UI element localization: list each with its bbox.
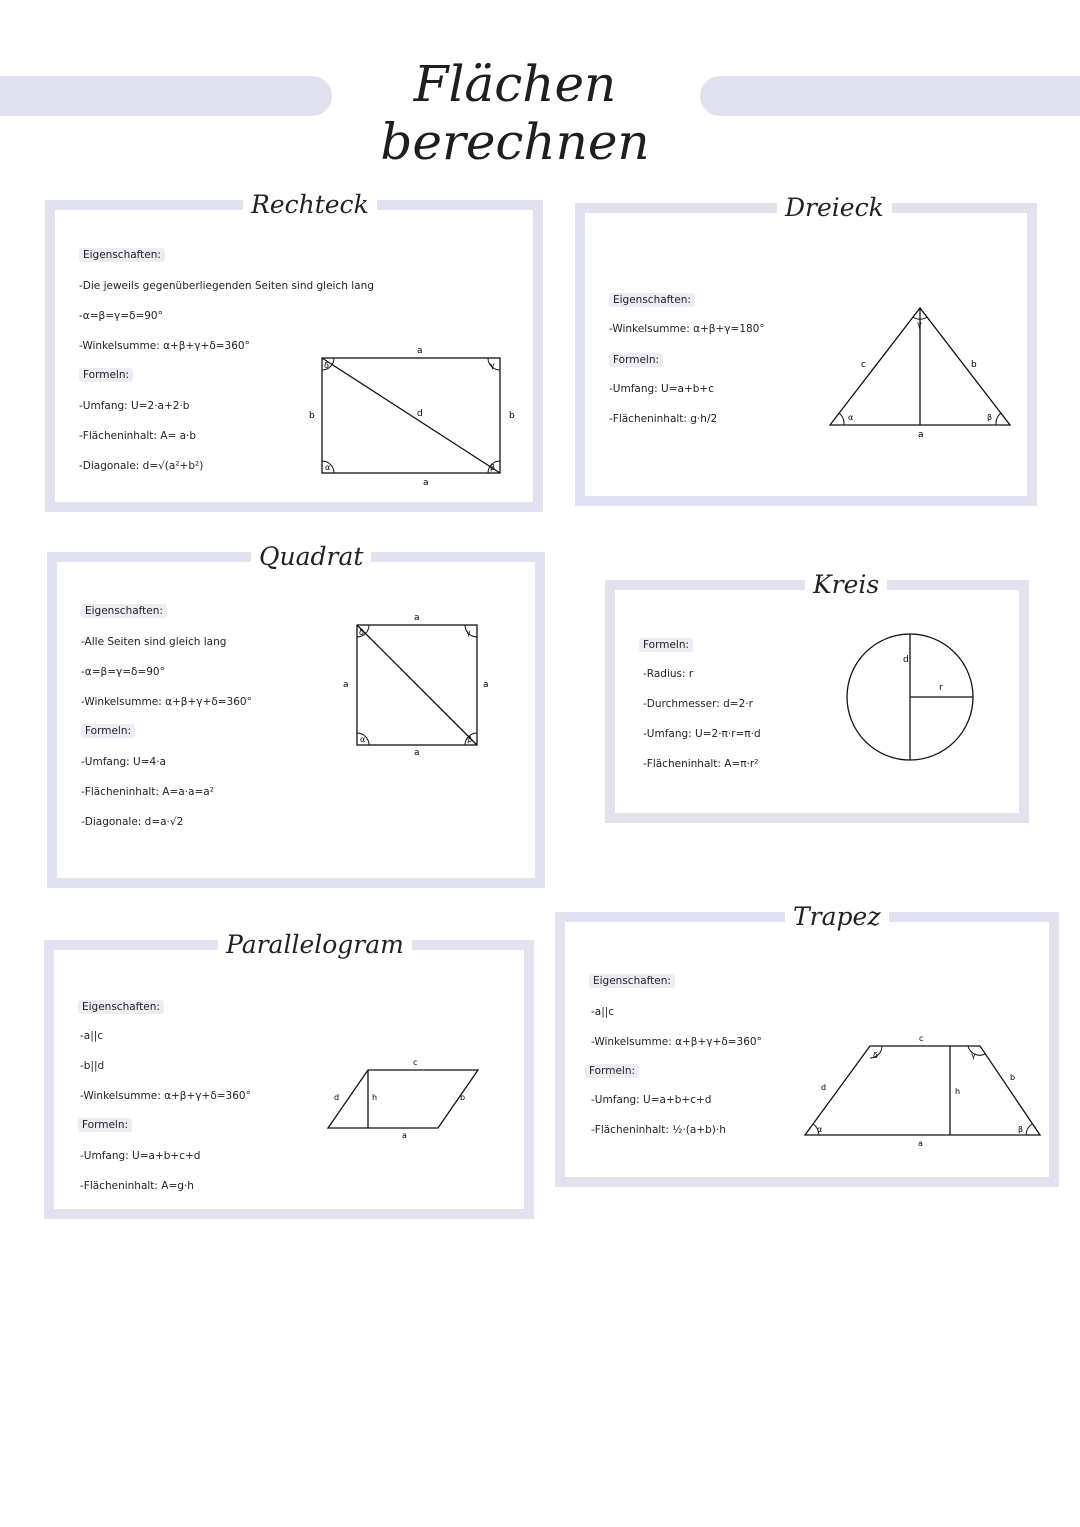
formula-line: -Umfang: U=2·a+2·b [79, 400, 190, 412]
label-h: h [955, 1087, 961, 1096]
label-a: a [918, 430, 924, 440]
card-trapez [555, 902, 1059, 1187]
label-delta: δ [873, 1051, 878, 1060]
triangle-diagram [815, 293, 1015, 443]
label-a-top: a [417, 346, 423, 356]
formula-line: -Flächeninhalt: A=g·h [80, 1180, 194, 1192]
label-a: a [918, 1139, 923, 1148]
label-h: h [372, 1093, 378, 1102]
property-line: -Winkelsumme: α+β+γ=180° [609, 323, 765, 335]
label-gamma: γ [490, 361, 495, 370]
card-quadrat [47, 542, 545, 888]
property-line: -α=β=γ=δ=90° [81, 666, 165, 678]
label-d: d [417, 409, 423, 419]
card-title-parallelogram: Parallelogram [218, 930, 412, 959]
label-a-right: a [483, 680, 489, 690]
formeln-label: Formeln: [639, 638, 693, 652]
label-gamma: γ [917, 320, 922, 329]
formula-line: -Umfang: U=2·π·r=π·d [643, 728, 761, 740]
card-kreis [605, 570, 1029, 823]
property-line: -Die jeweils gegenüberliegenden Seiten sind gleich lang [79, 280, 374, 292]
label-delta: δ [359, 628, 364, 637]
label-c: c [413, 1058, 418, 1067]
formula-line: -Radius: r [643, 668, 694, 680]
eigenschaften-label: Eigenschaften: [81, 604, 167, 618]
formeln-label: Formeln: [81, 724, 135, 738]
formula-line: -Durchmesser: d=2·r [643, 698, 753, 710]
label-b-right: b [509, 411, 515, 421]
card-title-rechteck: Rechteck [243, 190, 377, 219]
label-c: c [919, 1034, 924, 1043]
property-line: -a||c [80, 1030, 104, 1042]
formula-line: -Umfang: U=a+b+c+d [591, 1094, 712, 1106]
formula-line: -Flächeninhalt: A= a·b [79, 430, 197, 442]
formeln-label: Formeln: [585, 1064, 639, 1078]
label-a-bottom: a [414, 748, 420, 757]
label-b: b [1010, 1073, 1016, 1082]
label-a-top: a [414, 613, 420, 623]
formula-line: -Flächeninhalt: g·h/2 [609, 413, 718, 425]
square-diagram [337, 607, 497, 757]
property-line: -Winkelsumme: α+β+γ+δ=360° [80, 1090, 251, 1102]
eigenschaften-label: Eigenschaften: [609, 293, 695, 307]
property-line: -α=β=γ=δ=90° [79, 310, 163, 322]
label-b: b [460, 1093, 466, 1102]
label-alpha: α [325, 463, 331, 472]
card-title-dreieck: Dreieck [777, 193, 892, 222]
label-alpha: α [848, 413, 854, 422]
formula-line: -Diagonale: d=a·√2 [81, 816, 184, 828]
label-gamma: γ [971, 1051, 976, 1060]
card-rechteck [45, 190, 543, 512]
card-title-quadrat: Quadrat [251, 542, 371, 571]
header-banner-right [700, 76, 1080, 116]
rectangle-diagram [305, 340, 535, 490]
label-c: c [861, 360, 866, 370]
formula-line: -Flächeninhalt: ½·(a+b)·h [591, 1124, 726, 1136]
page-title: Flächen berechnen [380, 55, 650, 171]
eigenschaften-label: Eigenschaften: [79, 248, 165, 262]
trapezoid-diagram [795, 1022, 1050, 1152]
formula-line: -Diagonale: d=√(a²+b²) [79, 460, 204, 472]
label-beta: β [467, 735, 473, 744]
formeln-label: Formeln: [78, 1118, 132, 1132]
property-line: -Winkelsumme: α+β+γ+δ=360° [81, 696, 252, 708]
label-beta: β [1018, 1125, 1024, 1134]
formeln-label: Formeln: [609, 353, 663, 367]
property-line: -b||d [80, 1060, 105, 1072]
label-beta: β [490, 463, 496, 472]
label-beta: β [987, 413, 993, 422]
label-a-bottom: a [423, 478, 429, 488]
card-title-trapez: Trapez [785, 902, 889, 931]
card-parallelogram [44, 930, 534, 1219]
eigenschaften-label: Eigenschaften: [589, 974, 675, 988]
label-d: d [821, 1083, 827, 1092]
formula-line: -Flächeninhalt: A=π·r² [643, 758, 759, 770]
label-alpha: α [360, 735, 366, 744]
formula-line: -Umfang: U=a+b+c+d [80, 1150, 201, 1162]
card-dreieck [575, 193, 1037, 506]
label-r: r [939, 683, 943, 693]
property-line: -Winkelsumme: α+β+γ+δ=360° [79, 340, 250, 352]
parallelogram-diagram [318, 1050, 488, 1140]
formula-line: -Umfang: U=a+b+c [609, 383, 714, 395]
label-b-left: b [309, 411, 315, 421]
label-delta: δ [324, 361, 329, 370]
label-alpha: α [817, 1125, 823, 1134]
label-d: d [903, 655, 909, 665]
circle-diagram [843, 630, 983, 770]
label-a-left: a [343, 680, 349, 690]
formula-line: -Flächeninhalt: A=a·a=a² [81, 786, 214, 798]
formula-line: -Umfang: U=4·a [81, 756, 166, 768]
property-line: -a||c [591, 1006, 615, 1018]
label-b: b [971, 360, 977, 370]
eigenschaften-label: Eigenschaften: [78, 1000, 164, 1014]
header-banner-left [0, 76, 332, 116]
formeln-label: Formeln: [79, 368, 133, 382]
label-a: a [402, 1131, 407, 1140]
property-line: -Winkelsumme: α+β+γ+δ=360° [591, 1036, 762, 1048]
card-title-kreis: Kreis [805, 570, 887, 599]
label-d: d [334, 1093, 340, 1102]
property-line: -Alle Seiten sind gleich lang [81, 636, 227, 648]
label-gamma: γ [466, 628, 471, 637]
